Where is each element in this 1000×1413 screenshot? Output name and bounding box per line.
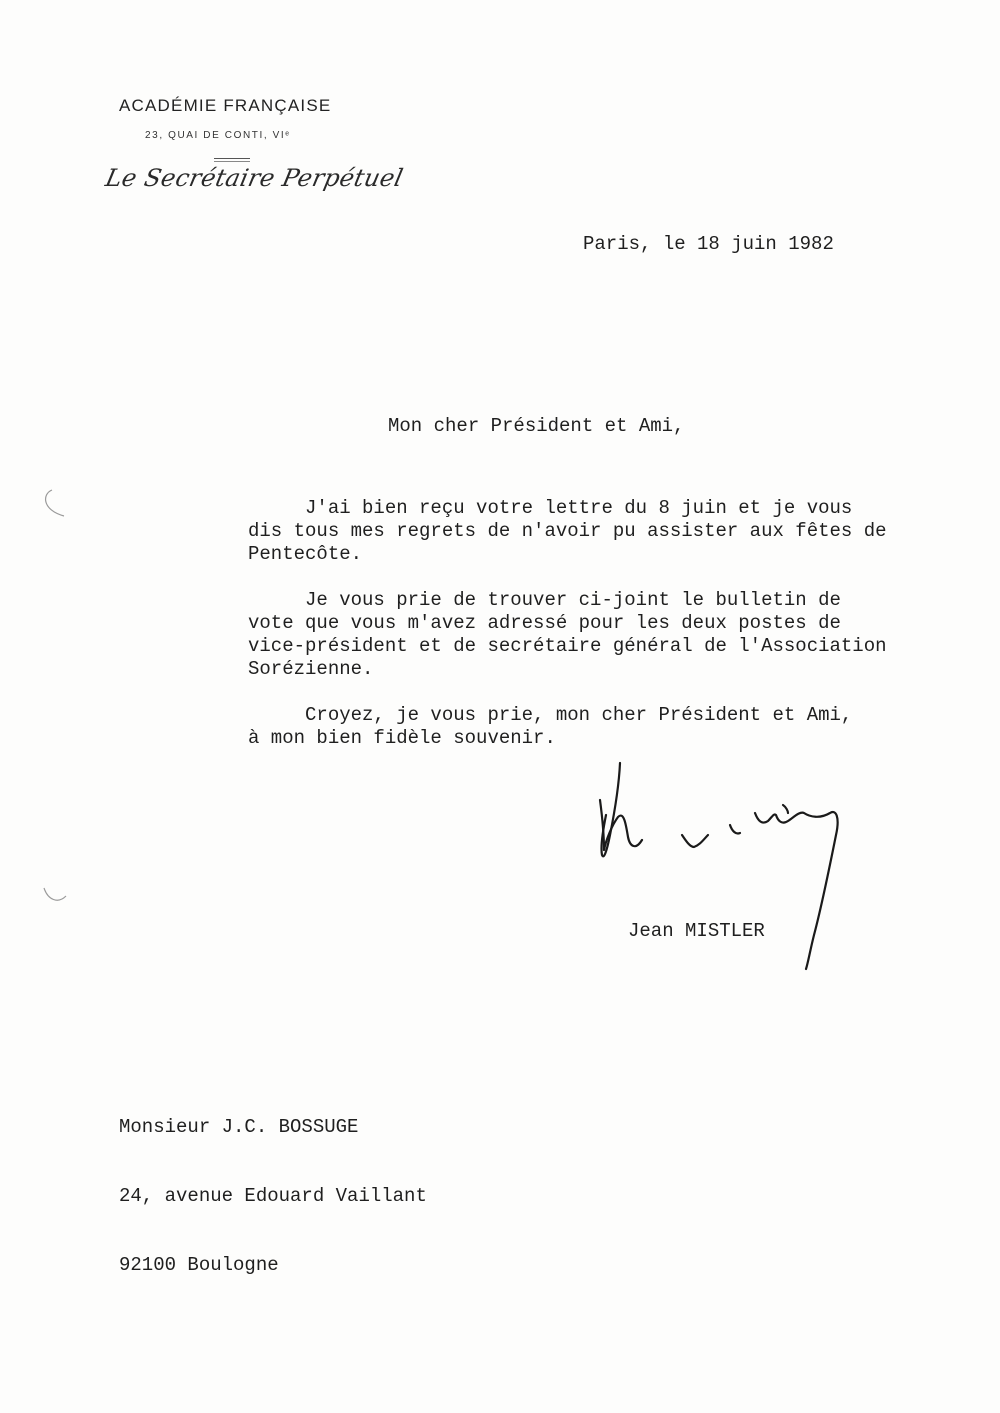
signer-name: Jean MISTLER [628,920,765,942]
letter-date: Paris, le 18 juin 1982 [583,233,834,255]
paragraph-line: Croyez, je vous prie, mon cher Président et Ami, [248,704,853,726]
paragraph-line: J'ai bien reçu votre lettre du 8 juin et je vous [248,497,853,519]
paragraph-line: dis tous mes regrets de n'avoir pu assister aux fêtes de [248,520,887,542]
paragraph-line: à mon bien fidèle souvenir. [248,727,556,749]
recipient-city: 92100 Boulogne [119,1254,279,1276]
recipient-street: 24, avenue Edouard Vaillant [119,1185,427,1207]
paragraph-line: Je vous prie de trouver ci-joint le bulletin de [248,589,841,611]
body-paragraph-2 [248,589,888,681]
punch-hole-mark [38,488,68,518]
body-paragraph-3 [248,704,888,750]
recipient-address [119,1070,427,1323]
paragraph-line: Pentecôte. [248,543,363,565]
paragraph-line: vice-président et de secrétaire général de l'Association [248,635,887,657]
body-paragraph-1 [248,497,888,566]
letterhead-address: 23, QUAI DE CONTI, VIᵉ [145,130,291,141]
letterhead-divider-secondary [214,161,250,162]
letterhead-divider [214,158,250,159]
punch-hole-mark [40,878,70,908]
letterhead-organization: ACADÉMIE FRANÇAISE [119,96,332,115]
paragraph-line: Sorézienne. [248,658,374,680]
recipient-name: Monsieur J.C. BOSSUGE [119,1116,359,1138]
paragraph-line: vote que vous m'avez adressé pour les deux postes de [248,612,841,634]
salutation: Mon cher Président et Ami, [388,415,685,437]
letterhead-title: Le Secrétaire Perpétuel [103,164,406,192]
